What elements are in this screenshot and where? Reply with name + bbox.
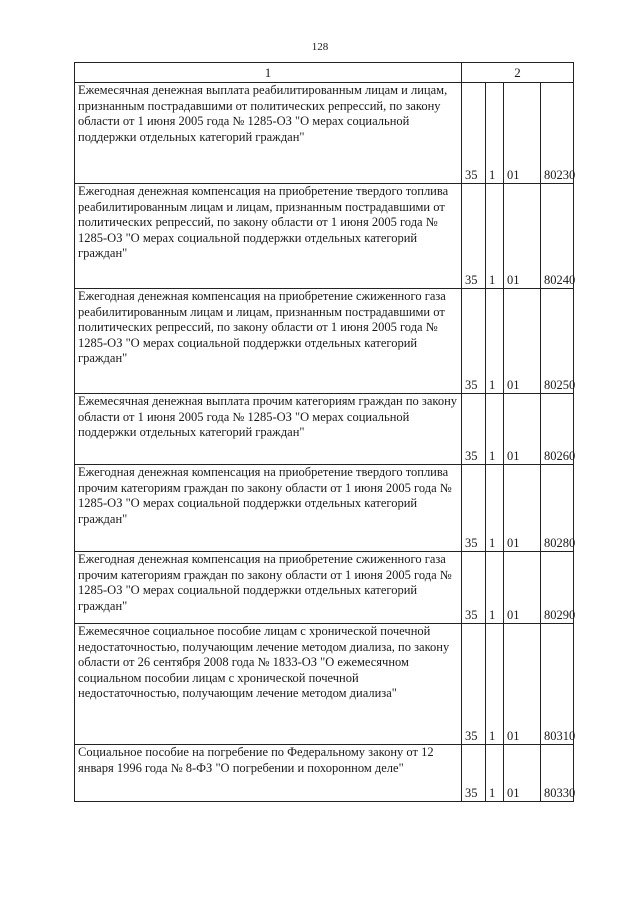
- row-description: Ежегодная денежная компенсация на приобретение твердого топлива прочим категориям граждан по закону области от 1 июня 2005 года № 1285-ОЗ "О мерах социальной поддержки отдельных категорий граждан": [75, 465, 462, 552]
- table-row: [75, 184, 574, 289]
- code-number: 80260: [541, 394, 574, 465]
- code-number: 80330: [541, 745, 574, 802]
- table-row: [75, 624, 574, 745]
- column-header-2: 2: [462, 63, 574, 83]
- table-row: [75, 289, 574, 394]
- code-group: 01: [504, 289, 541, 394]
- table-row: [75, 745, 574, 802]
- column-header-1: 1: [75, 63, 462, 83]
- table-row: [75, 552, 574, 624]
- code-group: 01: [504, 465, 541, 552]
- code-group: 01: [504, 624, 541, 745]
- row-description: Ежемесячная денежная выплата реабилитированным лицам и лицам, признанным пострадавшими от политических репрессий, по закону области от 1 июня 2005 года № 1285-ОЗ "О мерах социальной поддержки отдельных категорий граждан": [75, 83, 462, 184]
- code-number: 80250: [541, 289, 574, 394]
- page-number: 128: [311, 41, 329, 53]
- code-section: 35: [462, 394, 486, 465]
- table-header-row: [75, 63, 574, 83]
- budget-classification-table: [74, 62, 574, 802]
- row-description: Ежемесячная денежная выплата прочим категориям граждан по закону области от 1 июня 2005 года № 1285-ОЗ "О мерах социальной поддержки отдельных категорий граждан": [75, 394, 462, 465]
- row-description: Ежегодная денежная компенсация на приобретение сжиженного газа прочим категориям граждан по закону области от 1 июня 2005 года № 1285-ОЗ "О мерах социальной поддержки отдельных категорий граждан": [75, 552, 462, 624]
- table-row: [75, 83, 574, 184]
- code-group: 01: [504, 745, 541, 802]
- code-subsection: 1: [486, 289, 504, 394]
- code-number: 80290: [541, 552, 574, 624]
- code-subsection: 1: [486, 394, 504, 465]
- code-group: 01: [504, 552, 541, 624]
- code-group: 01: [504, 394, 541, 465]
- table-row: [75, 465, 574, 552]
- code-subsection: 1: [486, 83, 504, 184]
- code-section: 35: [462, 745, 486, 802]
- code-section: 35: [462, 552, 486, 624]
- row-description: Ежемесячное социальное пособие лицам с хронической почечной недостаточностью, получающим лечение методом диализа, по закону области от 26 сентября 2008 года № 1833-ОЗ "О ежемесячном социальном пособии лицам с хронической почечной недостаточностью, получающим лечение методом диализа": [75, 624, 462, 745]
- code-group: 01: [504, 83, 541, 184]
- row-description: Ежегодная денежная компенсация на приобретение твердого топлива реабилитированным лицам и лицам, признанным пострадавшими от политических репрессий, по закону области от 1 июня 2005 года № 1285-ОЗ "О мерах социальной поддержки отдельных категорий граждан": [75, 184, 462, 289]
- row-description: Социальное пособие на погребение по Федеральному закону от 12 января 1996 года № 8-ФЗ "О погребении и похоронном деле": [75, 745, 462, 802]
- table-row: [75, 394, 574, 465]
- row-description: Ежегодная денежная компенсация на приобретение сжиженного газа реабилитированным лицам и лицам, признанным пострадавшими от политических репрессий, по закону области от 1 июня 2005 года № 1285-ОЗ "О мерах социальной поддержки отдельных категорий граждан": [75, 289, 462, 394]
- code-subsection: 1: [486, 552, 504, 624]
- code-section: 35: [462, 184, 486, 289]
- code-subsection: 1: [486, 184, 504, 289]
- code-subsection: 1: [486, 745, 504, 802]
- code-section: 35: [462, 465, 486, 552]
- code-subsection: 1: [486, 624, 504, 745]
- code-number: 80280: [541, 465, 574, 552]
- code-section: 35: [462, 624, 486, 745]
- code-number: 80230: [541, 83, 574, 184]
- code-section: 35: [462, 289, 486, 394]
- code-number: 80310: [541, 624, 574, 745]
- code-group: 01: [504, 184, 541, 289]
- code-subsection: 1: [486, 465, 504, 552]
- code-section: 35: [462, 83, 486, 184]
- code-number: 80240: [541, 184, 574, 289]
